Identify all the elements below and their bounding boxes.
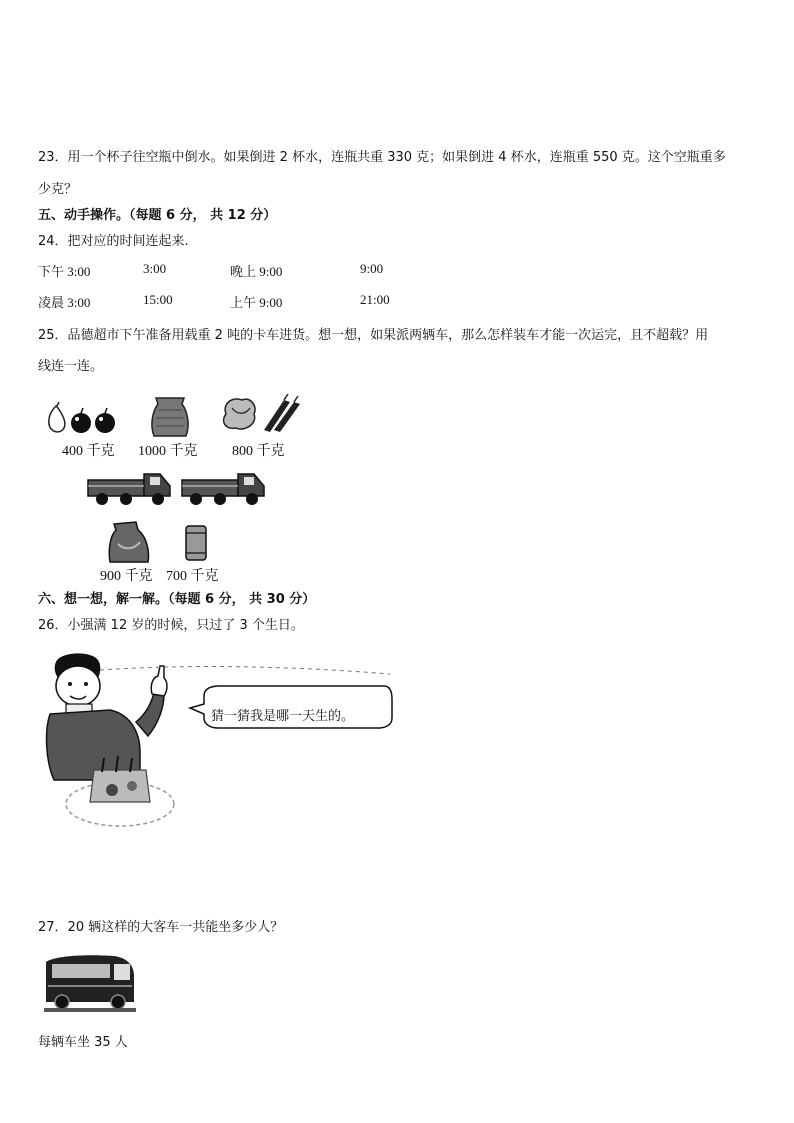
q23-line2: 少克？	[38, 182, 78, 197]
q24-text: 24．把对应的时间连起来.	[38, 234, 189, 249]
section5-heading: 五、动手操作。（每题 6 分， 共 12 分）	[38, 208, 277, 223]
q23-line1: 23．用一个杯子往空瓶中倒水。如果倒进 2 杯水，连瓶共重 330 克；如果倒进 4 杯水，连瓶重 550 克。这个空瓶重多	[38, 150, 726, 165]
goods-label-sack: 1000 千克	[138, 444, 198, 459]
q27-text: 27．20 辆这样的大客车一共能坐多少人？	[38, 920, 284, 935]
q24-r1c1: 下午 3:00	[38, 264, 91, 279]
barrel-icon	[183, 523, 209, 563]
q24-r2c2: 15:00	[143, 292, 173, 307]
sack-icon	[148, 392, 192, 438]
bag-icon	[106, 520, 152, 564]
q24-r2c1: 凌晨 3:00	[38, 295, 91, 310]
q24-r2c4: 21:00	[360, 292, 390, 307]
goods-label-vegetables: 800 千克	[232, 444, 285, 459]
speech-bubble-text: 猜一猜我是哪一天生的。	[211, 709, 355, 724]
q24-r2c3: 上午 9:00	[230, 295, 283, 310]
truck-icon-2	[180, 468, 268, 508]
truck-icon	[86, 468, 174, 508]
q27-caption: 每辆车坐 35 人	[38, 1035, 128, 1050]
q24-r1c3: 晚上 9:00	[230, 264, 283, 279]
goods-label-fruit: 400 千克	[62, 444, 115, 459]
bus-icon	[44, 952, 136, 1012]
vegetables-icon	[220, 394, 302, 434]
q25-line1: 25．品德超市下午准备用载重 2 吨的卡车进货。想一想，如果派两辆车，那么怎样装车才能一次运完，且不超载？用	[38, 328, 709, 343]
goods-label-barrel: 700 千克	[166, 569, 219, 584]
q26-text: 26．小强满 12 岁的时候，只过了 3 个生日。	[38, 618, 304, 633]
q24-r1c2: 3:00	[143, 261, 167, 276]
fruit-icon	[46, 402, 122, 438]
q24-r1c4: 9:00	[360, 261, 384, 276]
goods-label-bag: 900 千克	[100, 569, 153, 584]
q25-line2: 线连一连。	[38, 359, 104, 374]
boy-illustration	[40, 652, 400, 838]
section6-heading: 六、想一想，解一解。（每题 6 分， 共 30 分）	[38, 592, 316, 607]
